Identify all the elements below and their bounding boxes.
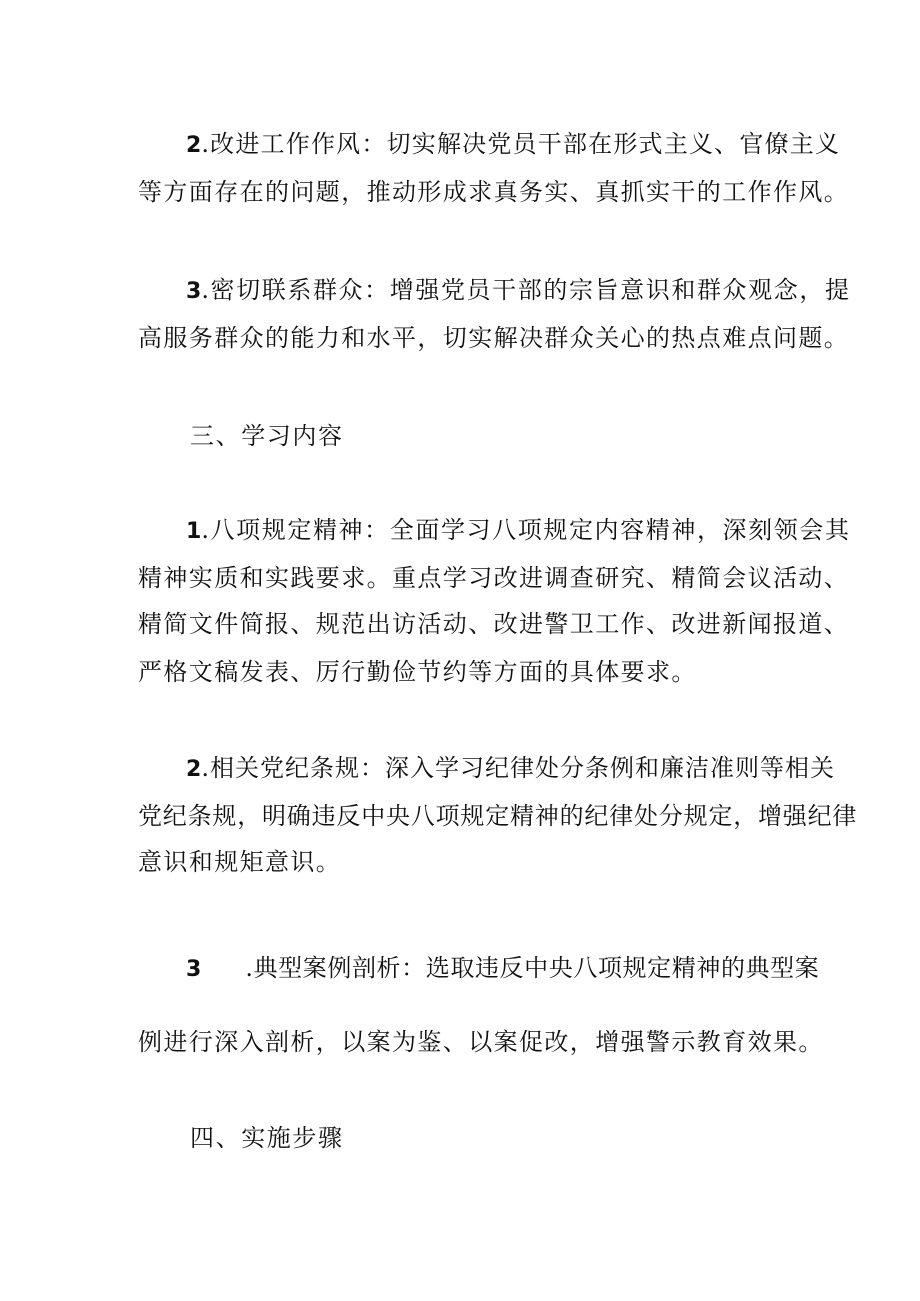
heading-text: 三、学习内容: [190, 422, 344, 450]
paragraph-line: [138, 850, 798, 878]
paragraph-text: 等方面存在的问题，推动形成求真务实、真抓实干的工作作风。: [138, 178, 850, 206]
paragraph-line: [186, 132, 846, 160]
item-number: 3: [186, 957, 202, 982]
paragraph-line: [138, 802, 858, 832]
paragraph-line: [138, 178, 850, 208]
paragraph-text: 精神实质和实践要求。重点学习改进调查研究、精简会议活动、: [138, 564, 850, 592]
paragraph-line: [138, 660, 798, 688]
paragraph-line: [186, 276, 851, 306]
paragraph-line: [186, 516, 851, 546]
paragraph-text: 精简文件简报、规范出访活动、改进警卫工作、改进新闻报道、: [138, 610, 850, 638]
paragraph-line: [138, 610, 850, 640]
paragraph-text: .密切联系群众：增强党员干部的宗旨意识和群众观念，提: [201, 276, 851, 304]
paragraph-text: 严格文稿发表、厉行勤俭节约等方面的具体要求。: [138, 658, 697, 686]
section-heading: [190, 424, 850, 452]
paragraph-text: .八项规定精神：全面学习八项规定内容精神，深刻领会其: [201, 516, 851, 544]
paragraph-text: .改进工作作风：切实解决党员干部在形式主义、官僚主义: [201, 130, 841, 158]
paragraph-text: .相关党纪条规：深入学习纪律处分条例和廉洁准则等相关: [201, 754, 835, 782]
paragraph-line: [138, 564, 850, 594]
section-heading: [190, 1126, 850, 1154]
item-number: 3: [186, 279, 202, 304]
paragraph-text: 意识和规矩意识。: [138, 848, 342, 876]
paragraph-line: [138, 1028, 824, 1058]
paragraph-text: 高服务群众的能力和水平，切实解决群众关心的热点难点问题。: [138, 324, 850, 352]
paragraph-line: [186, 956, 846, 984]
paragraph-text: .典型案例剖析：选取违反中央八项规定精神的典型案: [245, 954, 820, 982]
item-number: 2: [186, 757, 202, 782]
item-number: 1: [186, 519, 202, 544]
paragraph-text: 例进行深入剖析，以案为鉴、以案促改，增强警示教育效果。: [138, 1028, 824, 1056]
item-number: 2: [186, 133, 202, 158]
paragraph-line: [138, 324, 850, 354]
paragraph-line: [186, 756, 846, 784]
paragraph-text: 党纪条规，明确违反中央八项规定精神的纪律处分规定，增强纪律: [138, 802, 858, 830]
heading-text: 四、实施步骤: [190, 1124, 344, 1152]
